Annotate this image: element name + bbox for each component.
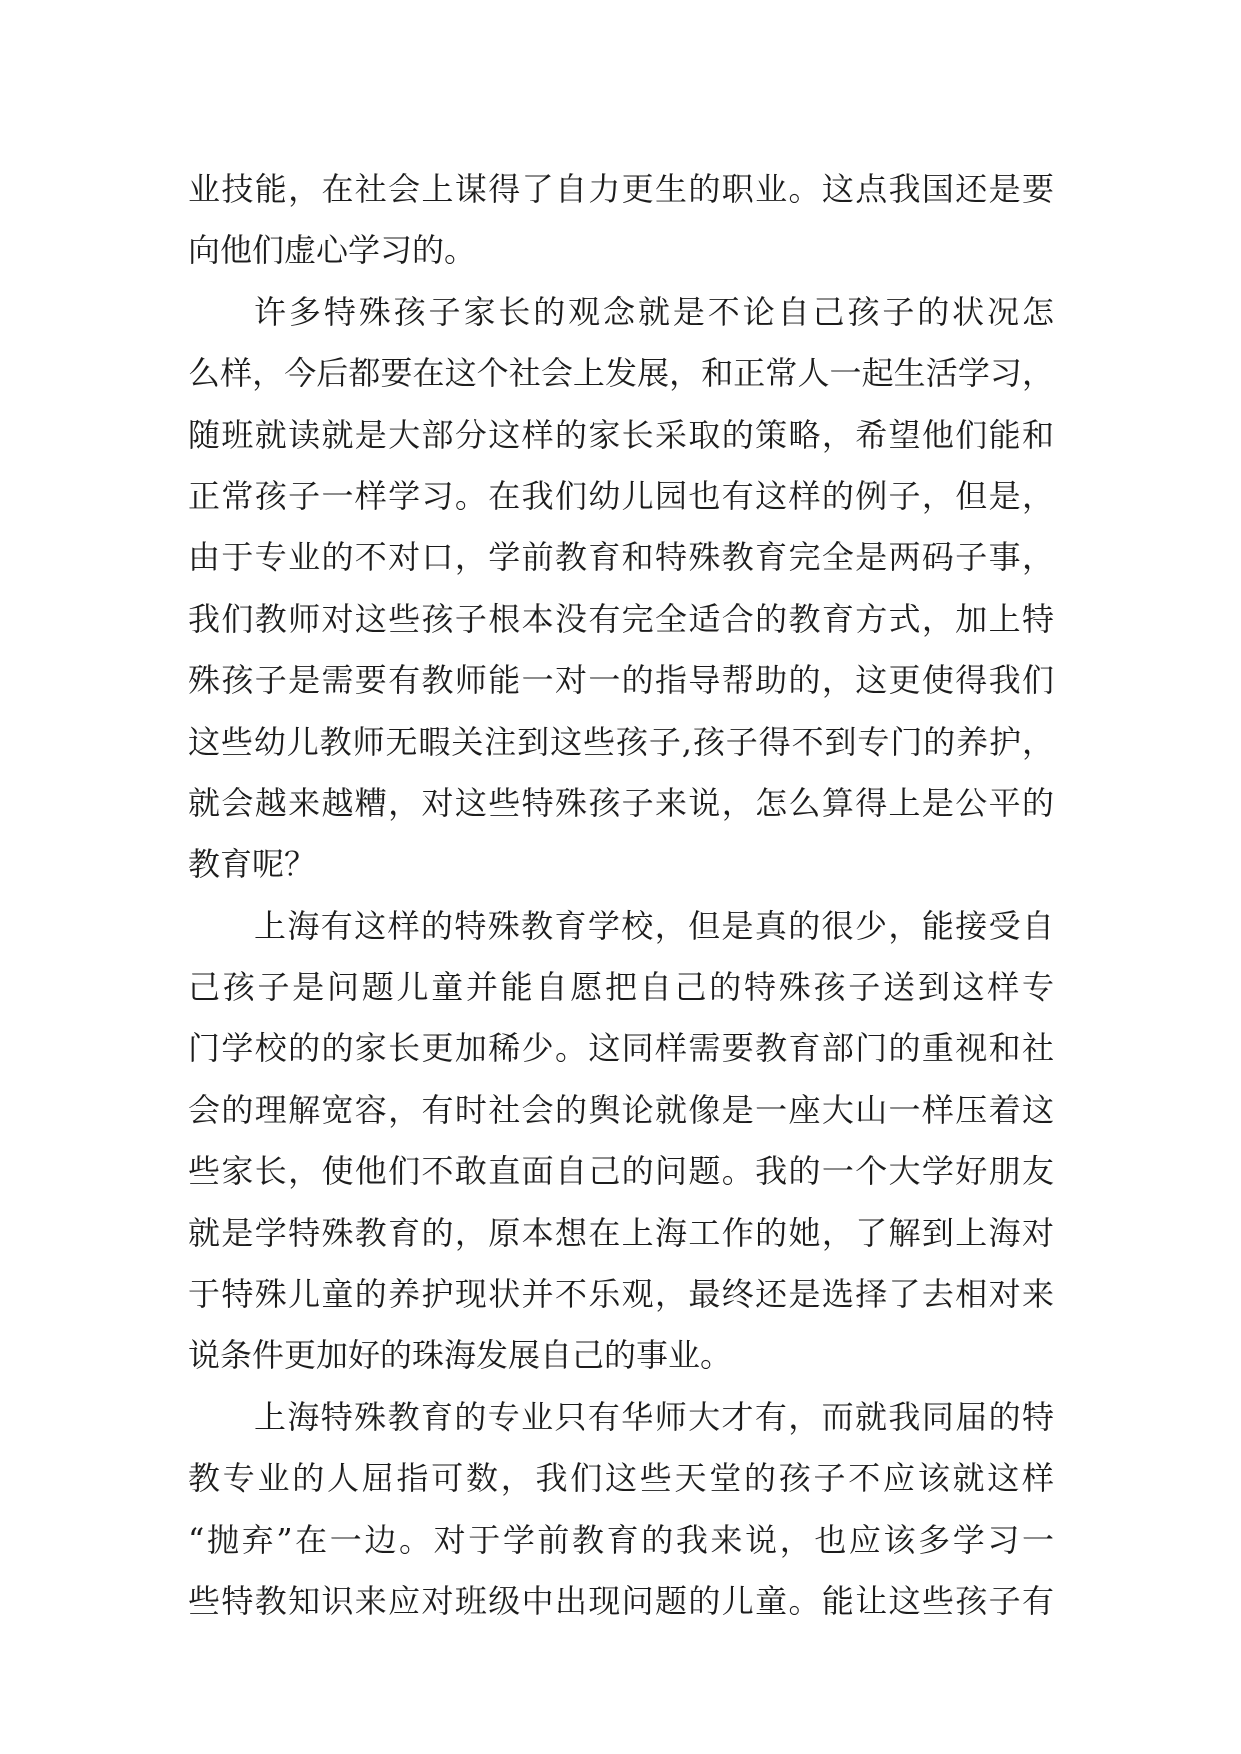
text-line: “抛弃”在一边。对于学前教育的我来说，也应该多学习一 bbox=[188, 1520, 1054, 1559]
paragraph bbox=[188, 1387, 1054, 1633]
text-line: 会的理解宽容，有时社会的舆论就像是一座大山一样压着这 bbox=[188, 1090, 1054, 1129]
text-line: 业技能，在社会上谋得了自力更生的职业。这点我国还是要 bbox=[188, 170, 1054, 208]
text-line: 己孩子是问题儿童并能自愿把自己的特殊孩子送到这样专 bbox=[188, 968, 1054, 1007]
text-line: 教专业的人屈指可数，我们这些天堂的孩子不应该就这样 bbox=[188, 1459, 1054, 1498]
text-line: 许多特殊孩子家长的观念就是不论自己孩子的状况怎 bbox=[254, 292, 1054, 331]
text-line: 些特教知识来应对班级中出现问题的儿童。能让这些孩子有 bbox=[188, 1581, 1054, 1620]
text-line: 于特殊儿童的养护现状并不乐观，最终还是选择了去相对来 bbox=[188, 1275, 1054, 1314]
text-line: 就是学特殊教育的，原本想在上海工作的她，了解到上海对 bbox=[188, 1213, 1054, 1252]
text-line: 说条件更加好的珠海发展自己的事业。 bbox=[188, 1336, 733, 1375]
paragraph bbox=[188, 282, 1054, 896]
text-line: 些家长，使他们不敢直面自己的问题。我的一个大学好朋友 bbox=[188, 1152, 1054, 1191]
text-line: 殊孩子是需要有教师能一对一的指导帮助的，这更使得我们 bbox=[188, 661, 1054, 700]
text-line: 教育呢？ bbox=[188, 845, 317, 884]
text-line: 正常孩子一样学习。在我们幼儿园也有这样的例子，但是， bbox=[188, 476, 1054, 515]
paragraph bbox=[188, 896, 1054, 1387]
text-line: 这些幼儿教师无暇关注到这些孩子,孩子得不到专门的养护， bbox=[188, 722, 1054, 761]
paragraph bbox=[188, 159, 1054, 282]
text-line: 由于专业的不对口，学前教育和特殊教育完全是两码子事， bbox=[188, 538, 1054, 577]
body-text bbox=[188, 159, 1054, 1632]
text-line: 上海有这样的特殊教育学校，但是真的很少，能接受自 bbox=[254, 906, 1054, 945]
text-line: 上海特殊教育的专业只有华师大才有，而就我同届的特 bbox=[254, 1397, 1054, 1436]
text-line: 门学校的的家长更加稀少。这同样需要教育部门的重视和社 bbox=[188, 1029, 1054, 1068]
text-line: 向他们虚心学习的。 bbox=[188, 231, 477, 270]
text-line: 么样，今后都要在这个社会上发展，和正常人一起生活学习， bbox=[188, 354, 1054, 393]
text-line: 随班就读就是大部分这样的家长采取的策略，希望他们能和 bbox=[188, 415, 1054, 454]
text-line: 就会越来越糟，对这些特殊孩子来说，怎么算得上是公平的 bbox=[188, 783, 1054, 822]
text-line: 我们教师对这些孩子根本没有完全适合的教育方式，加上特 bbox=[188, 599, 1054, 638]
